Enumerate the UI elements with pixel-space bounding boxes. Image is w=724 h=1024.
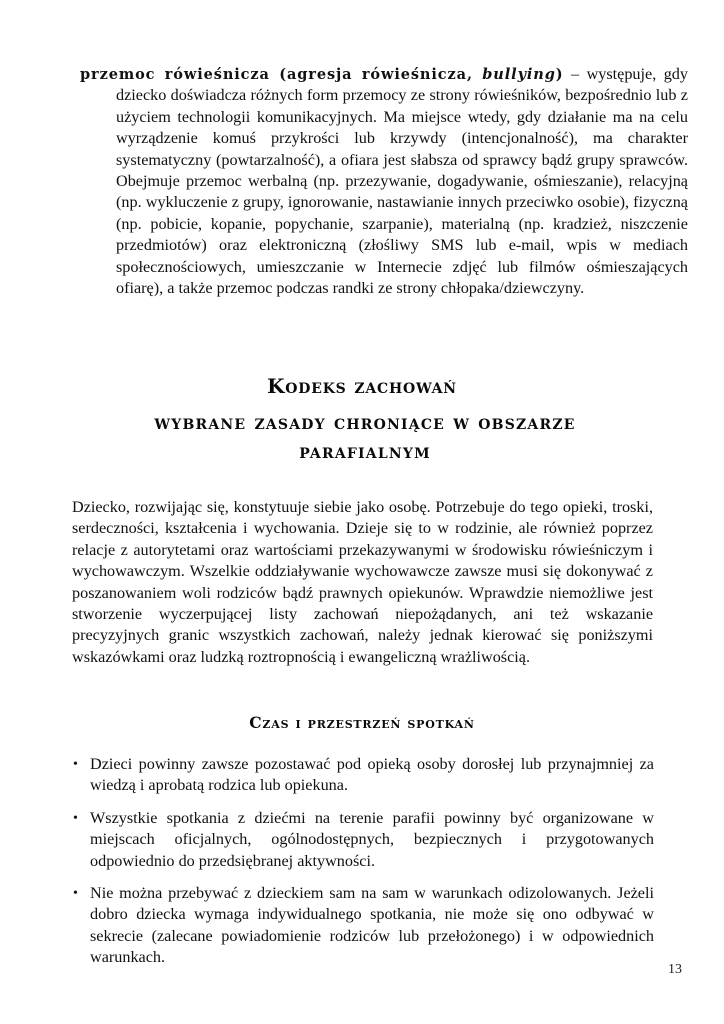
page-number: 13	[668, 962, 682, 977]
page-title: Kodeks zachowań	[267, 374, 457, 398]
term-close: )	[555, 66, 564, 83]
list-item-text: Dzieci powinny zawsze pozostawać pod opieką osoby dorosłej lub przynajmniej za wiedzą i aprobatą rodzica lub opiekuna.	[90, 755, 654, 795]
term-text: przemoc rówieśnicza (agresja rówieśnicza,	[80, 66, 483, 83]
term-italic: bullying	[482, 66, 556, 83]
bullet-icon: •	[73, 810, 78, 826]
list-item-text: Nie można przebywać z dzieckiem sam na sam w warunkach odizolowanych. Jeżeli dobro dziecka wymaga indywidualnego spotkania, nie może się ono odbywać w sekrecie (zalecane powiadomienie rodziców lub przełożonego) i w odpowiednich warunkach.	[90, 884, 654, 967]
definition-paragraph	[80, 64, 688, 299]
bullet-icon: •	[73, 757, 78, 772]
section-heading: Czas i przestrzeń spotkań	[249, 713, 475, 732]
intro-paragraph: Dziecko, rozwijając się, konstytuuje siebie jako osobę. Potrzebuje do tego opieki, troski, serdeczności, kształcenia i wychowania. Dzieje się to w rodzinie, ale również poprzez relacje z autorytetami oraz wartościami przekazywanymi w środowisku rówieśniczym i wychowawczym. Wszelkie oddziaływanie wychowawcze zawsze musi się dokonywać z poszanowaniem woli rodziców bądź prawnych opiekunów. Wprawdzie niemożliwe jest stworzenie wyczerpującej listy zachowań niepożądanych, ani też wskazanie precyzyjnych granic wszystkich zachowań, należy jednak kierować się poniższymi wskazówkami oraz ludzką roztropnością i ewangeliczną wrażliwością.	[72, 498, 653, 666]
list-item-text: Wszystkie spotkania z dziećmi na terenie parafii powinny być organizowane w miejscach oficjalnych, ogólnodostępnych, bezpiecznych i przygotowanych odpowiednio do przedsiębranej aktywności.	[90, 808, 654, 870]
list-item	[72, 754, 654, 797]
list-item	[72, 808, 654, 872]
rules-list	[72, 754, 654, 980]
bullet-icon: •	[73, 886, 78, 902]
definition-body: – występuje, gdy dziecko doświadcza różnych form przemocy ze strony rówieśników, bezpośrednio lub z użyciem technologii komunikacyjnych. Ma miejsce wtedy, gdy działanie ma na celu wyrządzenie komuś przykrości lub krzywdy (intencjonalność), ma charakter systematyczny (powtarzalność), a ofiara jest słabsza od sprawcy bądź grupy sprawców. Obejmuje przemoc werbalną (np. przezywanie, dogadywanie, ośmieszanie), relacyjną (np. wykluczenie z grupy, ignorowanie, nastawianie innych przeciwko osobie), fizyczną (np. pobicie, kopanie, popychanie, szarpanie), materialną (np. kradzież, niszczenie przedmiotów) oraz elektroniczną (złośliwy SMS lub e-mail, wpis w mediach społecznościowych, umieszczanie w Internecie zdjęć lub filmów ośmieszających ofiarę), a także przemoc podczas randki ze strony chłopaka/dziewczyny.	[116, 65, 688, 298]
page-subtitle: wybrane zasady chroniące w obszarze parafialnym	[154, 410, 576, 463]
list-item	[72, 883, 654, 969]
definition-term	[80, 66, 564, 83]
